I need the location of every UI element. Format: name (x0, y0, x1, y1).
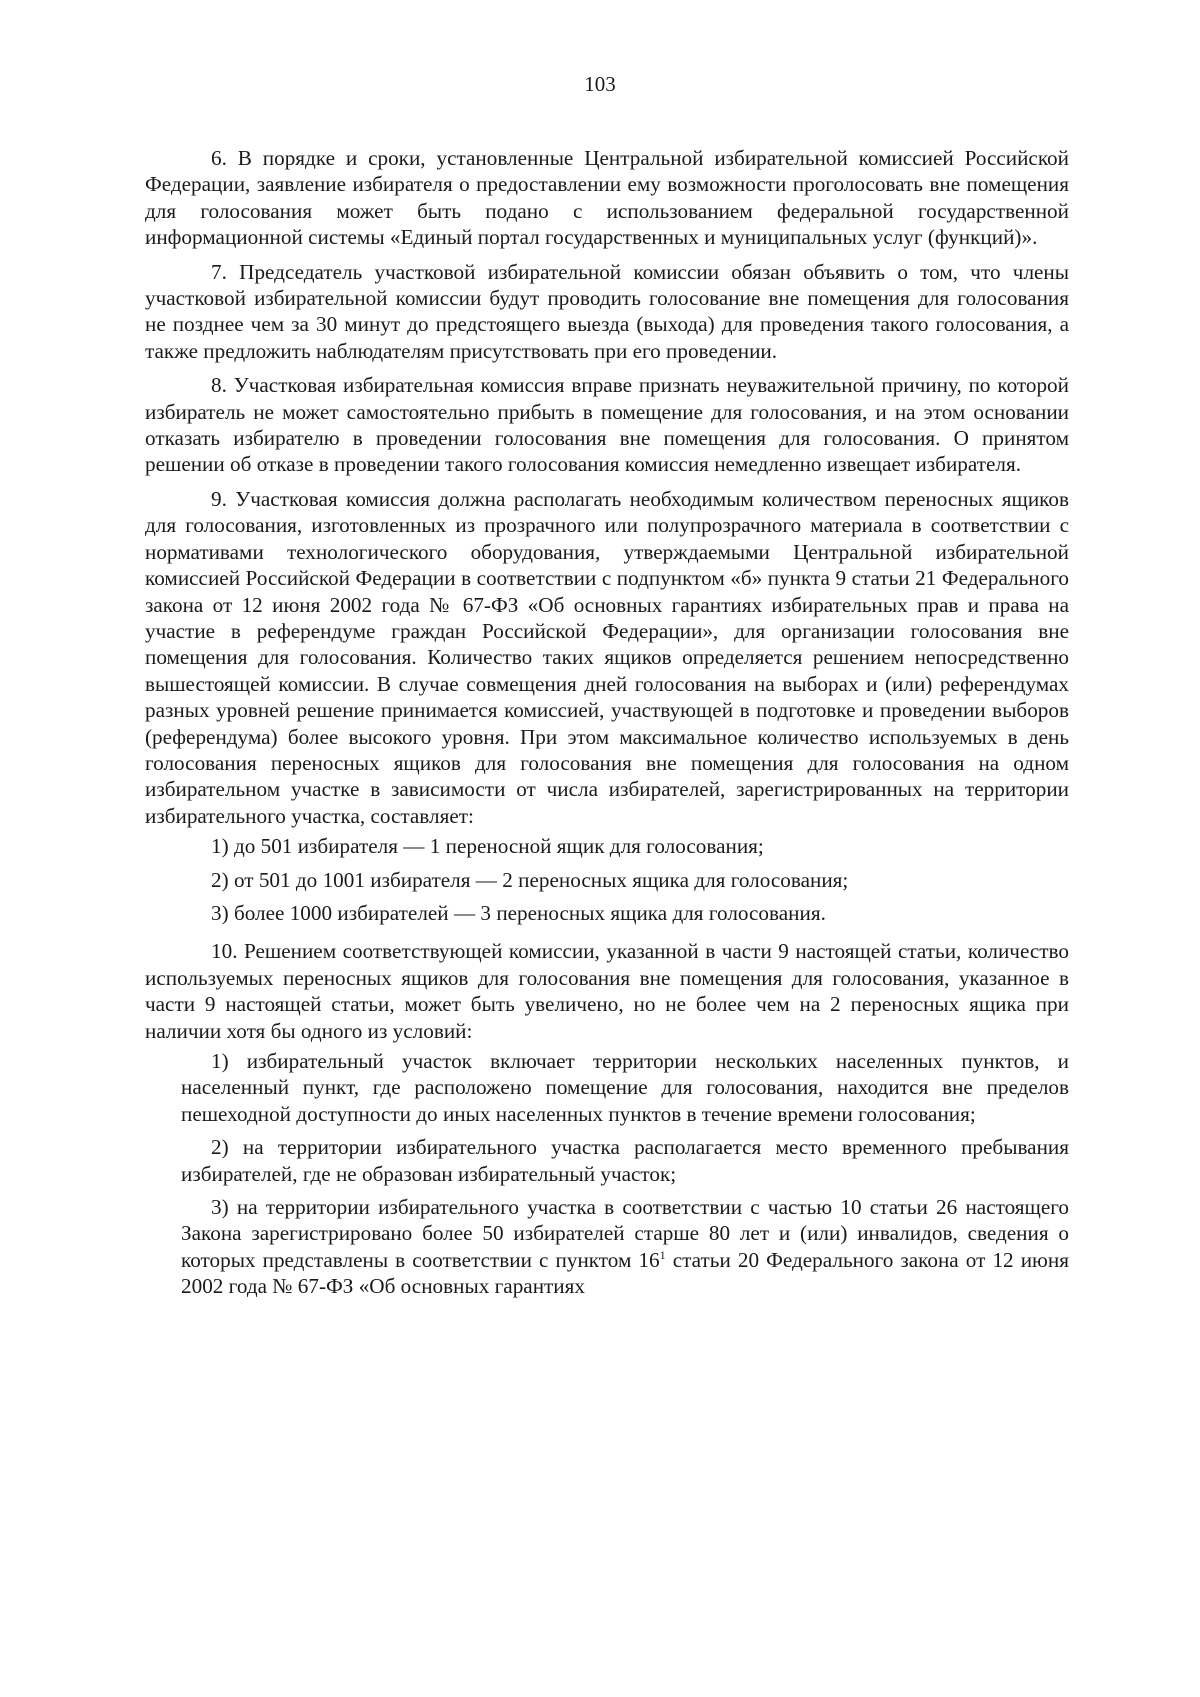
paragraph-9-item-1: 1) до 501 избирателя — 1 переносной ящик для голосования; (211, 834, 764, 859)
document-body (145, 145, 1069, 1307)
paragraph-6: 6. В порядке и сроки, установленные Центральной избирательной комиссией Российской Федерации, заявление избирателя о предоставлении ему возможности проголосовать вне помещения для голосования может быть подано с использованием федеральной государственной информационной системы «Единый портал государственных и муниципальных услуг (функций)». (145, 146, 1069, 250)
paragraph-8: 8. Участковая избирательная комиссия вправе признать неуважительной причину, по которой избиратель не может самостоятельно прибыть в помещение для голосования, и на этом основании отказать избирателю в проведении голосования вне помещения для голосования. О принятом решении об отказе в проведении такого голосования комиссия немедленно извещает избирателя. (145, 373, 1069, 477)
paragraph-10: 10. Решением соответствующей комиссии, указанной в части 9 настоящей статьи, количество используемых переносных ящиков для голосования вне помещения для голосования, указанное в части 9 настоящей статьи, может быть увеличено, но не более чем на 2 переносных ящика при наличии хотя бы одного из условий: (145, 939, 1069, 1043)
superscript-1: 1 (659, 1247, 666, 1262)
paragraph-10-item-3-text: 3) на территории избирательного участка в соответствии с частью 10 статьи 26 настоящего Закона зарегистрировано более 50 избирателей старше 80 лет и (или) инвалидов, сведения о которых представлены в соответствии с пунктом 16 (181, 1195, 1069, 1272)
page-number: 103 (584, 72, 616, 96)
paragraph-10-item-3-text-cont: статьи 20 Федерального закона от 12 июня 2002 года № 67-ФЗ «Об основных гарантиях (181, 1247, 1069, 1299)
paragraph-10-item-2: 2) на территории избирательного участка располагается место временного пребывания избирателей, где не образован избирательный участок; (181, 1135, 1069, 1186)
paragraph-9-item-3: 3) более 1000 избирателей — 3 переносных ящика для голосования. (211, 900, 826, 925)
paragraph-9: 9. Участковая комиссия должна располагать необходимым количеством переносных ящиков для голосования, изготовленных из прозрачного или полупрозрачного материала в соответствии с нормативами технологического оборудования, утверждаемыми Центральной избирательной комиссией Российской Федерации в соответствии с подпунктом «б» пункта 9 статьи 21 Федерального закона от 12 июня 2002 года № 67-ФЗ «Об основных гарантиях избирательных прав и права на участие в референдуме граждан Российской Федерации», для организации голосования вне помещения для голосования. Количество таких ящиков определяется решением непосредственно вышестоящей комиссии. В случае совмещения дней голосования на выборах и (или) референдумах разных уровней решение принимается комиссией, участвующей в подготовке и проведении выборов (референдума) более высокого уровня. При этом максимальное количество используемых в день голосования переносных ящиков для голосования вне помещения для голосования на одном избирательном участке в зависимости от числа избирателей, зарегистрированных на территории избирательного участка, составляет: (145, 486, 1069, 828)
paragraph-9-item-2: 2) от 501 до 1001 избирателя — 2 переносных ящика для голосования; (211, 867, 849, 892)
paragraph-7: 7. Председатель участковой избирательной комиссии обязан объявить о том, что члены участковой избирательной комиссии будут проводить голосование вне помещения для голосования не позднее чем за 30 минут до предстоящего выезда (выхода) для проведения такого голосования, а также предложить наблюдателям присутствовать при его проведении. (145, 259, 1069, 363)
paragraph-10-item-3 (181, 1194, 1069, 1300)
paragraph-10-item-1: 1) избирательный участок включает территории нескольких населенных пунктов, и населенный пункт, где расположено помещение для голосования, находится вне пределов пешеходной доступности до иных населенных пунктов в течение времени голосования; (181, 1049, 1069, 1126)
